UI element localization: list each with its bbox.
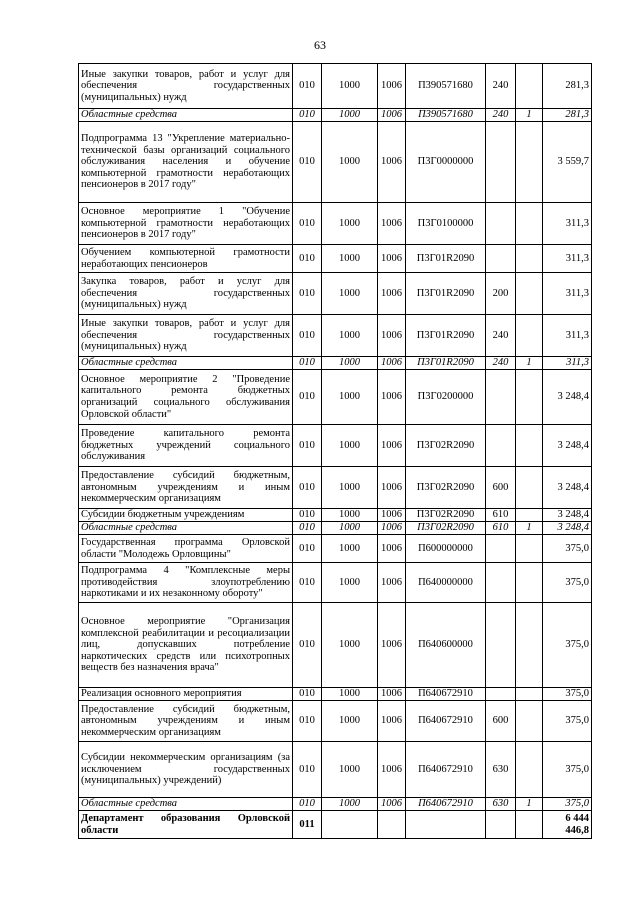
cell-section: 1000 [322,701,378,742]
cell-amount: 375,0 [543,742,592,798]
cell-amount: 311,3 [543,273,592,315]
cell-subsection: 1006 [378,467,406,509]
cell-section: 1000 [322,688,378,701]
cell-ministry: 010 [293,701,322,742]
cell-target: П3Г0100000 [406,203,486,245]
cell-source [516,742,543,798]
cell-source: 1 [516,522,543,535]
table-row [79,122,592,203]
table-body [79,64,592,839]
cell-ministry: 010 [293,509,322,522]
cell-amount: 375,0 [543,603,592,688]
cell-expense-type [486,122,516,203]
cell-target: П3Г01R2090 [406,245,486,273]
cell-ministry: 010 [293,798,322,811]
cell-ministry: 010 [293,467,322,509]
cell-ministry: 010 [293,370,322,425]
cell-section: 1000 [322,535,378,563]
cell-expense-type: 600 [486,701,516,742]
cell-name: Областные средства [79,357,293,370]
cell-expense-type [486,535,516,563]
cell-target: П3Г02R2090 [406,467,486,509]
cell-target: П640600000 [406,603,486,688]
cell-source [516,245,543,273]
cell-subsection: 1006 [378,563,406,603]
cell-target: П3Г01R2090 [406,357,486,370]
cell-ministry: 010 [293,245,322,273]
cell-amount: 3 248,4 [543,425,592,467]
cell-subsection [378,811,406,839]
table-row [79,798,592,811]
cell-ministry: 010 [293,203,322,245]
cell-source: 1 [516,357,543,370]
cell-amount: 311,3 [543,357,592,370]
cell-amount: 3 248,4 [543,509,592,522]
table-row [79,467,592,509]
table-row [79,370,592,425]
cell-subsection: 1006 [378,315,406,357]
cell-expense-type [486,688,516,701]
cell-target: П3Г02R2090 [406,522,486,535]
cell-source [516,688,543,701]
cell-amount: 3 248,4 [543,467,592,509]
cell-subsection: 1006 [378,245,406,273]
cell-subsection: 1006 [378,535,406,563]
cell-name: Подпрограмма 13 "Укрепление материально-технической базы организаций социального обслуживания населения и обучение компьютерной грамотности неработающих пенсионеров в 2017 году" [79,122,293,203]
cell-source [516,315,543,357]
cell-name: Областные средства [79,522,293,535]
cell-expense-type: 240 [486,315,516,357]
cell-amount: 3 248,4 [543,522,592,535]
cell-subsection: 1006 [378,603,406,688]
cell-name: Основное мероприятие "Организация комплексной реабилитации и ресоциализации лиц, допускавших потребление наркотических средств или психотропных веществ без назначения врача" [79,603,293,688]
cell-expense-type: 240 [486,109,516,122]
cell-name: Закупка товаров, работ и услуг для обеспечения государственных (муниципальных) нужд [79,273,293,315]
cell-name: Основное мероприятие 1 "Обучение компьютерной грамотности неработающих пенсионеров в 2017 году" [79,203,293,245]
cell-section: 1000 [322,603,378,688]
cell-name: Основное мероприятие 2 "Проведение капитального ремонта бюджетных организаций социального обслуживания Орловской области" [79,370,293,425]
cell-section: 1000 [322,357,378,370]
cell-ministry: 010 [293,563,322,603]
cell-section: 1000 [322,315,378,357]
cell-ministry: 010 [293,273,322,315]
cell-subsection: 1006 [378,509,406,522]
cell-name: Субсидии бюджетным учреждениям [79,509,293,522]
table-row [79,742,592,798]
cell-target: П640672910 [406,742,486,798]
cell-expense-type: 630 [486,798,516,811]
cell-amount: 375,0 [543,688,592,701]
cell-name: Реализация основного мероприятия [79,688,293,701]
cell-section: 1000 [322,522,378,535]
cell-section: 1000 [322,109,378,122]
table-row [79,315,592,357]
cell-section: 1000 [322,122,378,203]
table-row [79,688,592,701]
cell-source [516,467,543,509]
cell-ministry: 010 [293,742,322,798]
cell-subsection: 1006 [378,798,406,811]
cell-amount: 311,3 [543,315,592,357]
cell-source [516,370,543,425]
cell-amount: 6 444 446,8 [543,811,592,839]
cell-name: Департамент образования Орловской области [79,811,293,839]
cell-section: 1000 [322,563,378,603]
cell-subsection: 1006 [378,742,406,798]
cell-section: 1000 [322,203,378,245]
table-row [79,509,592,522]
cell-expense-type: 200 [486,273,516,315]
cell-source [516,701,543,742]
cell-section: 1000 [322,273,378,315]
cell-name: Обучением компьютерной грамотности неработающих пенсионеров [79,245,293,273]
cell-target: П640672910 [406,798,486,811]
cell-section: 1000 [322,425,378,467]
cell-subsection: 1006 [378,370,406,425]
cell-target: П3Г0000000 [406,122,486,203]
cell-name: Предоставление субсидий бюджетным, автономным учреждениям и иным некоммерческим организациям [79,467,293,509]
cell-name: Государственная программа Орловской области "Молодежь Орловщины" [79,535,293,563]
cell-amount: 3 248,4 [543,370,592,425]
cell-expense-type [486,370,516,425]
table-row [79,811,592,839]
table-row [79,357,592,370]
cell-expense-type: 610 [486,509,516,522]
cell-source [516,603,543,688]
cell-source [516,64,543,109]
cell-section [322,811,378,839]
cell-ministry: 010 [293,315,322,357]
cell-ministry: 010 [293,688,322,701]
cell-section: 1000 [322,798,378,811]
cell-amount: 311,3 [543,245,592,273]
cell-name: Иные закупки товаров, работ и услуг для обеспечения государственных (муниципальных) нужд [79,315,293,357]
cell-name: Подпрограмма 4 "Комплексные меры противодействия злоупотреблению наркотиками и их незаконному обороту" [79,563,293,603]
budget-table [78,63,592,839]
table-row [79,522,592,535]
cell-ministry: 010 [293,357,322,370]
table-row [79,64,592,109]
cell-subsection: 1006 [378,357,406,370]
table-row [79,273,592,315]
cell-target: П3Г0200000 [406,370,486,425]
table-row [79,203,592,245]
cell-amount: 3 559,7 [543,122,592,203]
cell-section: 1000 [322,509,378,522]
cell-name: Иные закупки товаров, работ и услуг для обеспечения государственных (муниципальных) нужд [79,64,293,109]
cell-amount: 311,3 [543,203,592,245]
cell-section: 1000 [322,742,378,798]
cell-source [516,563,543,603]
page-number: 63 [314,38,326,52]
cell-subsection: 1006 [378,109,406,122]
cell-amount: 281,3 [543,109,592,122]
cell-amount: 375,0 [543,701,592,742]
table-row [79,245,592,273]
cell-name: Областные средства [79,109,293,122]
cell-source [516,122,543,203]
cell-subsection: 1006 [378,273,406,315]
cell-expense-type [486,245,516,273]
cell-expense-type: 240 [486,64,516,109]
cell-subsection: 1006 [378,688,406,701]
table-row [79,425,592,467]
cell-ministry: 010 [293,603,322,688]
cell-target: П3Г02R2090 [406,425,486,467]
cell-ministry: 011 [293,811,322,839]
cell-source [516,425,543,467]
cell-section: 1000 [322,245,378,273]
table-row [79,701,592,742]
cell-subsection: 1006 [378,64,406,109]
cell-expense-type [486,603,516,688]
cell-target: П390571680 [406,64,486,109]
cell-subsection: 1006 [378,701,406,742]
table-row [79,563,592,603]
cell-source [516,509,543,522]
cell-expense-type: 630 [486,742,516,798]
cell-expense-type [486,203,516,245]
cell-ministry: 010 [293,64,322,109]
cell-expense-type: 610 [486,522,516,535]
cell-target: П3Г02R2090 [406,509,486,522]
cell-name: Областные средства [79,798,293,811]
cell-ministry: 010 [293,122,322,203]
cell-amount: 281,3 [543,64,592,109]
cell-ministry: 010 [293,109,322,122]
cell-source [516,203,543,245]
cell-section: 1000 [322,467,378,509]
cell-amount: 375,0 [543,563,592,603]
cell-expense-type [486,425,516,467]
table-row [79,535,592,563]
cell-source [516,535,543,563]
cell-target: П640000000 [406,563,486,603]
cell-expense-type: 600 [486,467,516,509]
cell-target: П640672910 [406,688,486,701]
cell-target: П600000000 [406,535,486,563]
cell-source [516,811,543,839]
cell-target: П640672910 [406,701,486,742]
cell-target [406,811,486,839]
cell-subsection: 1006 [378,522,406,535]
cell-subsection: 1006 [378,425,406,467]
cell-name: Субсидии некоммерческим организациям (за исключением государственных (муниципальных) учреждений) [79,742,293,798]
cell-expense-type: 240 [486,357,516,370]
cell-name: Проведение капитального ремонта бюджетных учреждений социального обслуживания [79,425,293,467]
cell-expense-type [486,563,516,603]
cell-target: П3Г01R2090 [406,273,486,315]
cell-section: 1000 [322,370,378,425]
cell-ministry: 010 [293,535,322,563]
cell-source [516,273,543,315]
cell-amount: 375,0 [543,535,592,563]
cell-section: 1000 [322,64,378,109]
table-row [79,109,592,122]
table-row [79,603,592,688]
cell-expense-type [486,811,516,839]
cell-name: Предоставление субсидий бюджетным, автономным учреждениям и иным некоммерческим организациям [79,701,293,742]
cell-source: 1 [516,109,543,122]
cell-amount: 375,0 [543,798,592,811]
cell-ministry: 010 [293,425,322,467]
cell-ministry: 010 [293,522,322,535]
cell-target: П390571680 [406,109,486,122]
cell-source: 1 [516,798,543,811]
cell-subsection: 1006 [378,122,406,203]
cell-target: П3Г01R2090 [406,315,486,357]
cell-subsection: 1006 [378,203,406,245]
